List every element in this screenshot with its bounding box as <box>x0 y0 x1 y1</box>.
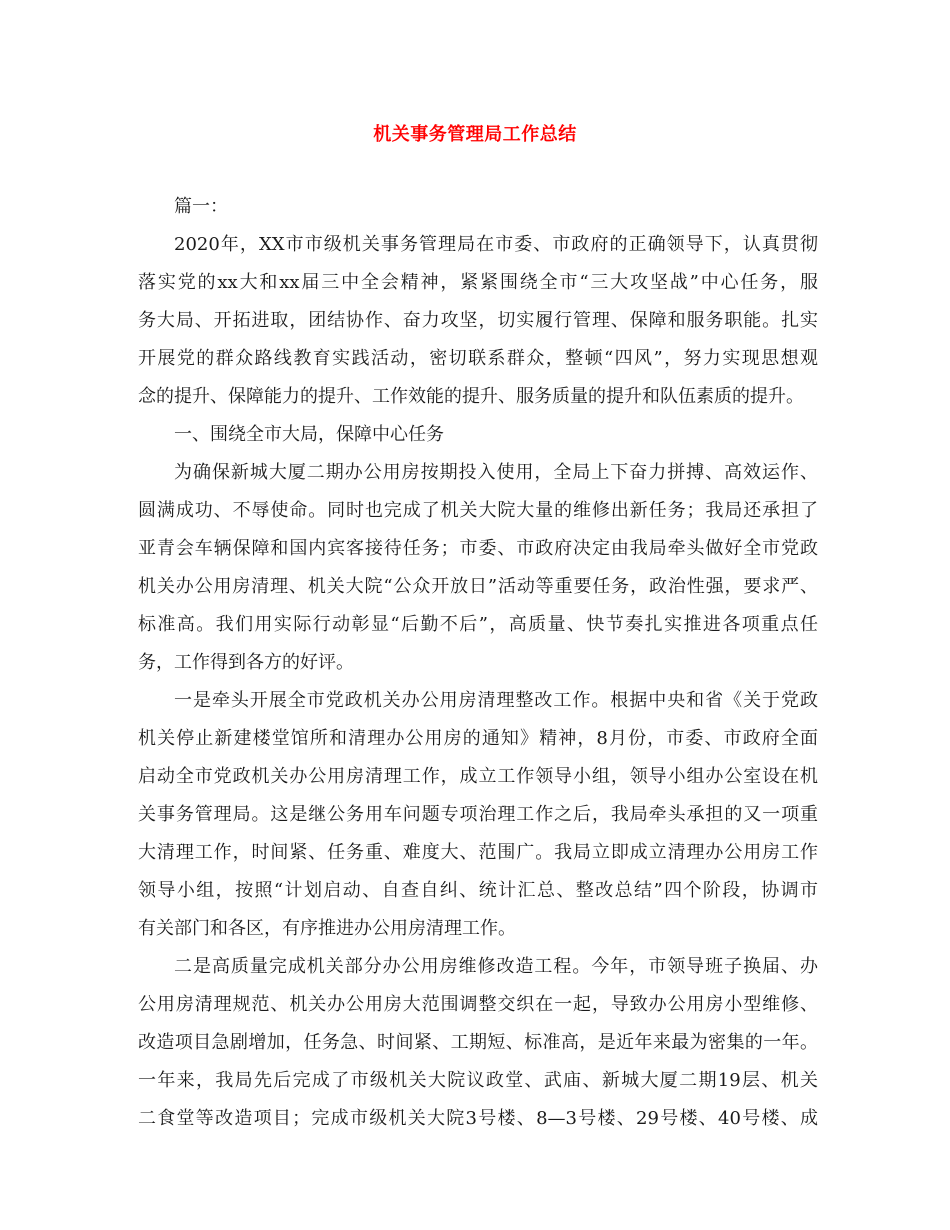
text-line: 大清理工作，时间紧、任务重、难度大、范围广。我局立即成立清理办公用房工作 <box>138 842 818 863</box>
text-line: 公用房清理规范、机关办公用房大范围调整交织在一起，导致办公用房小型维修、 <box>138 994 818 1015</box>
text-line: 落实党的xx大和xx届三中全会精神，紧紧围绕全市“三大攻坚战”中心任务，服 <box>138 272 818 293</box>
text-line: 念的提升、保障能力的提升、工作效能的提升、服务质量的提升和队伍素质的提升。 <box>138 386 804 407</box>
text-line: 务，工作得到各方的好评。 <box>138 652 354 673</box>
text-line: 二食堂等改造项目；完成市级机关大院3号楼、8—3号楼、29号楼、40号楼、成 <box>138 1108 818 1129</box>
text-line: 开展党的群众路线教育实践活动，密切联系群众，整顿“四风”，努力实现思想观 <box>138 348 818 369</box>
text-line: 圆满成功、不辱使命。同时也完成了机关大院大量的维修出新任务；我局还承担了 <box>138 500 818 521</box>
text-line: 标准高。我们用实际行动彰显“后勤不后”，高质量、快节奏扎实推进各项重点任 <box>138 614 818 635</box>
text-line: 一是牵头开展全市党政机关办公用房清理整改工作。根据中央和省《关于党政 <box>174 690 818 711</box>
text-line: 机关办公用房清理、机关大院“公众开放日”活动等重要任务，政治性强，要求严、 <box>138 576 818 597</box>
text-line: 机关停止新建楼堂馆所和清理办公用房的通知》精神，8月份，市委、市政府全面 <box>138 728 818 749</box>
document-title: 机关事务管理局工作总结 <box>373 124 577 145</box>
text-line: 2020年，XX市市级机关事务管理局在市委、市政府的正确领导下，认真贯彻 <box>174 234 818 255</box>
text-line: 启动全市党政机关办公用房清理工作，成立工作领导小组，领导小组办公室设在机 <box>138 766 818 787</box>
text-line: 关事务管理局。这是继公务用车问题专项治理工作之后，我局牵头承担的又一项重 <box>138 804 818 825</box>
text-line: 为确保新城大厦二期办公用房按期投入使用，全局上下奋力拼搏、高效运作、 <box>174 462 818 483</box>
text-line: 一年来，我局先后完成了市级机关大院议政堂、武庙、新城大厦二期19层、机关 <box>138 1070 818 1091</box>
text-line: 二是高质量完成机关部分办公用房维修改造工程。今年，市领导班子换届、办 <box>174 956 818 977</box>
text-line: 一、围绕全市大局，保障中心任务 <box>174 424 444 445</box>
text-line: 亚青会车辆保障和国内宾客接待任务；市委、市政府决定由我局牵头做好全市党政 <box>138 538 818 559</box>
text-line: 领导小组，按照“计划启动、自查自纠、统计汇总、整改总结”四个阶段，协调市 <box>138 880 818 901</box>
text-line: 有关部门和各区，有序推进办公用房清理工作。 <box>138 918 516 939</box>
text-line: 务大局、开拓进取，团结协作、奋力攻坚，切实履行管理、保障和服务职能。扎实 <box>138 310 818 331</box>
text-line: 改造项目急剧增加，任务急、时间紧、工期短、标准高，是近年来最为密集的一年。 <box>138 1032 818 1053</box>
document-body <box>138 188 818 1138</box>
text-line: 篇一： <box>174 196 228 217</box>
